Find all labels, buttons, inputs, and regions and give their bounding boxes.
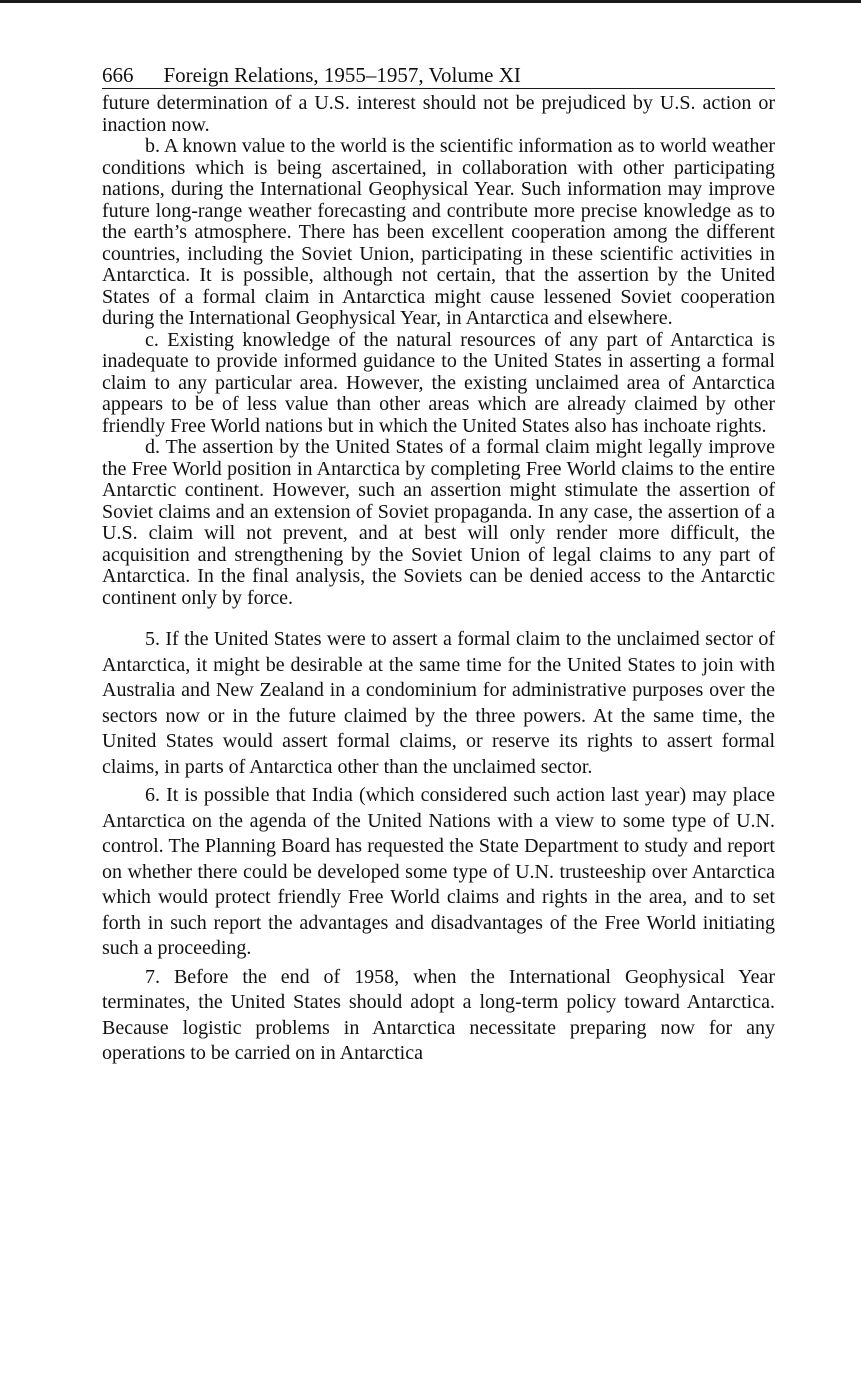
subparagraph-block (102, 93, 775, 609)
paragraph-6: 6. It is possible that India (which considered such action last year) may place Antarctica on the agenda of the United Nations with a view to some type of U.N. control. The Planning Board has requested the State Department to study and report on whether there could be developed some type of U.N. trusteeship over Antarctica which would protect friendly Free World claims and rights in the area, and to set forth in such report the advantages and disadvantages of the Free World initiating such a proceeding. (102, 784, 775, 959)
paragraph-d: d. The assertion by the United States of a formal claim might legally improve the Free World position in Antarctica by completing Free World claims to the entire Antarctic continent. However, such an assertion might stimulate the assertion of Soviet claims and an extension of Soviet propaganda. In any case, the assertion of a U.S. claim will not prevent, and at best will only render more difficult, the acquisition and strengthening by the Soviet Union of legal claims to any part of Antarctica. In the final analysis, the Soviets can be denied access to the Antarctic continent only by force. (102, 436, 775, 609)
document-page (102, 62, 775, 1070)
running-title: Foreign Relations, 1955–1957, Volume XI (163, 63, 521, 87)
paragraph-7: 7. Before the end of 1958, when the International Geophysical Year terminates, the United States should adopt a long-term policy toward Antarctica. Because logistic problems in Antarctica necessitate preparing now for any operations to be carried on in Antarctica (102, 965, 775, 1064)
paragraph-c: c. Existing knowledge of the natural resources of any part of Antarctica is inadequate to provide informed guidance to the United States in asserting a formal claim to any particular area. However, the existing unclaimed area of Antarctica appears to be of less value than other areas which are already claimed by other friendly Free World nations but in which the United States also has inchoate rights. (102, 328, 775, 437)
page-number: 666 (102, 63, 134, 87)
continuation-paragraph: future determination of a U.S. interest should not be prejudiced by U.S. action or inaction now. (102, 92, 775, 136)
paragraph-b: b. A known value to the world is the scientific information as to world weather conditions which is being ascertained, in collaboration with other participating nations, during the International Geophysical Year. Such information may improve future long-range weather forecasting and contribute more precise knowledge as to the earth’s atmosphere. There has been excellent cooperation among the different countries, including the Soviet Union, participating in these scientific activities in Antarctica. It is possible, although not certain, that the assertion by the United States of a formal claim in Antarctica might cause lessened Soviet cooperation during the International Geophysical Year, in Antarctica and elsewhere. (102, 135, 775, 329)
paragraph-5: 5. If the United States were to assert a formal claim to the unclaimed sector of Antarctica, it might be desirable at the same time for the United States to join with Australia and New Zealand in a condominium for administrative purposes over the sectors now or in the future claimed by the three powers. At the same time, the United States would assert formal claims, or reserve its rights to assert formal claims, in parts of Antarctica other than the unclaimed sector. (102, 628, 775, 778)
numbered-paragraph-block (102, 627, 775, 1067)
running-header (102, 62, 775, 89)
page-top-edge (0, 0, 861, 3)
